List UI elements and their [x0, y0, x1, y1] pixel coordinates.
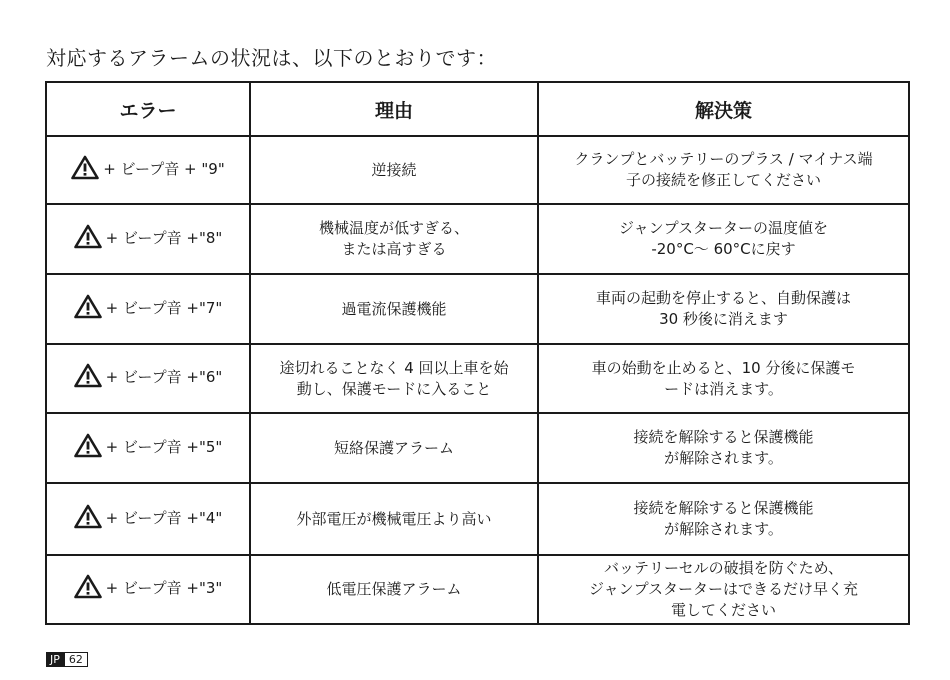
- table-row: [46, 555, 909, 624]
- solution-text: ジャンプスターターの温度値を -20°C～ 60°Cに戻す: [618, 219, 829, 258]
- solution-text: バッテリーセルの破損を防ぐため、 ジャンプスターターはできるだけ早く充 電してください: [588, 559, 859, 619]
- table-row: [46, 483, 909, 555]
- error-code-text: + ビープ音 + "9": [103, 159, 225, 178]
- reason-cell: [250, 344, 538, 413]
- solution-text: 接続を解除すると保護機能 が解除されます。: [633, 499, 814, 538]
- solution-cell: [538, 483, 909, 555]
- table-row: [46, 344, 909, 413]
- reason-text: 低電圧保護アラーム: [326, 580, 462, 598]
- reason-cell: [250, 413, 538, 483]
- error-code-text: + ビープ音 +"7": [105, 298, 223, 317]
- page-footer: [46, 652, 88, 667]
- reason-text: 短絡保護アラーム: [333, 438, 454, 457]
- error-cell: [46, 555, 250, 624]
- table-row: [46, 413, 909, 483]
- warning-triangle-icon: [74, 433, 102, 464]
- solution-cell: [538, 413, 909, 483]
- header-solution: 解決策: [538, 82, 909, 136]
- reason-cell: [250, 204, 538, 274]
- error-cell: [46, 274, 250, 344]
- table-row: [46, 274, 909, 344]
- solution-cell: [538, 274, 909, 344]
- reason-cell: [250, 555, 538, 624]
- error-code-text: + ビープ音 +"6": [105, 368, 223, 386]
- reason-cell: [250, 136, 538, 204]
- warning-triangle-icon: [74, 574, 102, 605]
- solution-text: 車両の起動を停止すると、自動保護は 30 秒後に消えます: [595, 289, 851, 328]
- reason-text: 過電流保護機能: [341, 299, 447, 318]
- header-error: エラー: [46, 82, 250, 136]
- error-cell: [46, 136, 250, 204]
- warning-triangle-icon: [74, 504, 102, 535]
- error-code-text: + ビープ音 +"3": [105, 579, 223, 597]
- page-heading: 対応するアラームの状況は、以下のとおりです：: [46, 46, 497, 70]
- table-row: [46, 204, 909, 274]
- warning-triangle-icon: [74, 294, 102, 325]
- header-reason: 理由: [250, 82, 538, 136]
- table-row: [46, 136, 909, 204]
- error-cell: [46, 344, 250, 413]
- error-code-text: + ビープ音 +"8": [105, 228, 223, 247]
- reason-text: 外部電圧が機械電圧より高い: [296, 509, 492, 528]
- solution-text: 接続を解除すると保護機能 が解除されます。: [633, 428, 814, 467]
- error-code-text: + ビープ音 +"4": [105, 508, 223, 527]
- error-cell: [46, 483, 250, 555]
- reason-cell: [250, 274, 538, 344]
- error-code-text: + ビープ音 +"5": [105, 437, 223, 456]
- error-cell: [46, 413, 250, 483]
- reason-text: 機械温度が低すぎる、 または高すぎる: [318, 219, 469, 258]
- solution-cell: [538, 344, 909, 413]
- warning-triangle-icon: [74, 224, 102, 255]
- reason-text: 逆接続: [371, 160, 417, 179]
- reason-text: 途切れることなく 4 回以上車を始 動し、保護モードに入ること: [279, 358, 509, 398]
- solution-text: 車の始動を止めると、10 分後に保護モ ードは消えます。: [591, 358, 856, 398]
- warning-triangle-icon: [71, 155, 99, 186]
- reason-cell: [250, 483, 538, 555]
- solution-cell: [538, 555, 909, 624]
- solution-cell: [538, 204, 909, 274]
- page-number: 62: [64, 652, 88, 667]
- language-badge: JP: [46, 652, 64, 667]
- warning-triangle-icon: [74, 363, 102, 394]
- solution-cell: [538, 136, 909, 204]
- error-cell: [46, 204, 250, 274]
- alarm-table: [45, 81, 910, 625]
- solution-text: クランプとバッテリーのプラス / マイナス端 子の接続を修正してください: [574, 150, 873, 189]
- table-header-row: [46, 82, 909, 136]
